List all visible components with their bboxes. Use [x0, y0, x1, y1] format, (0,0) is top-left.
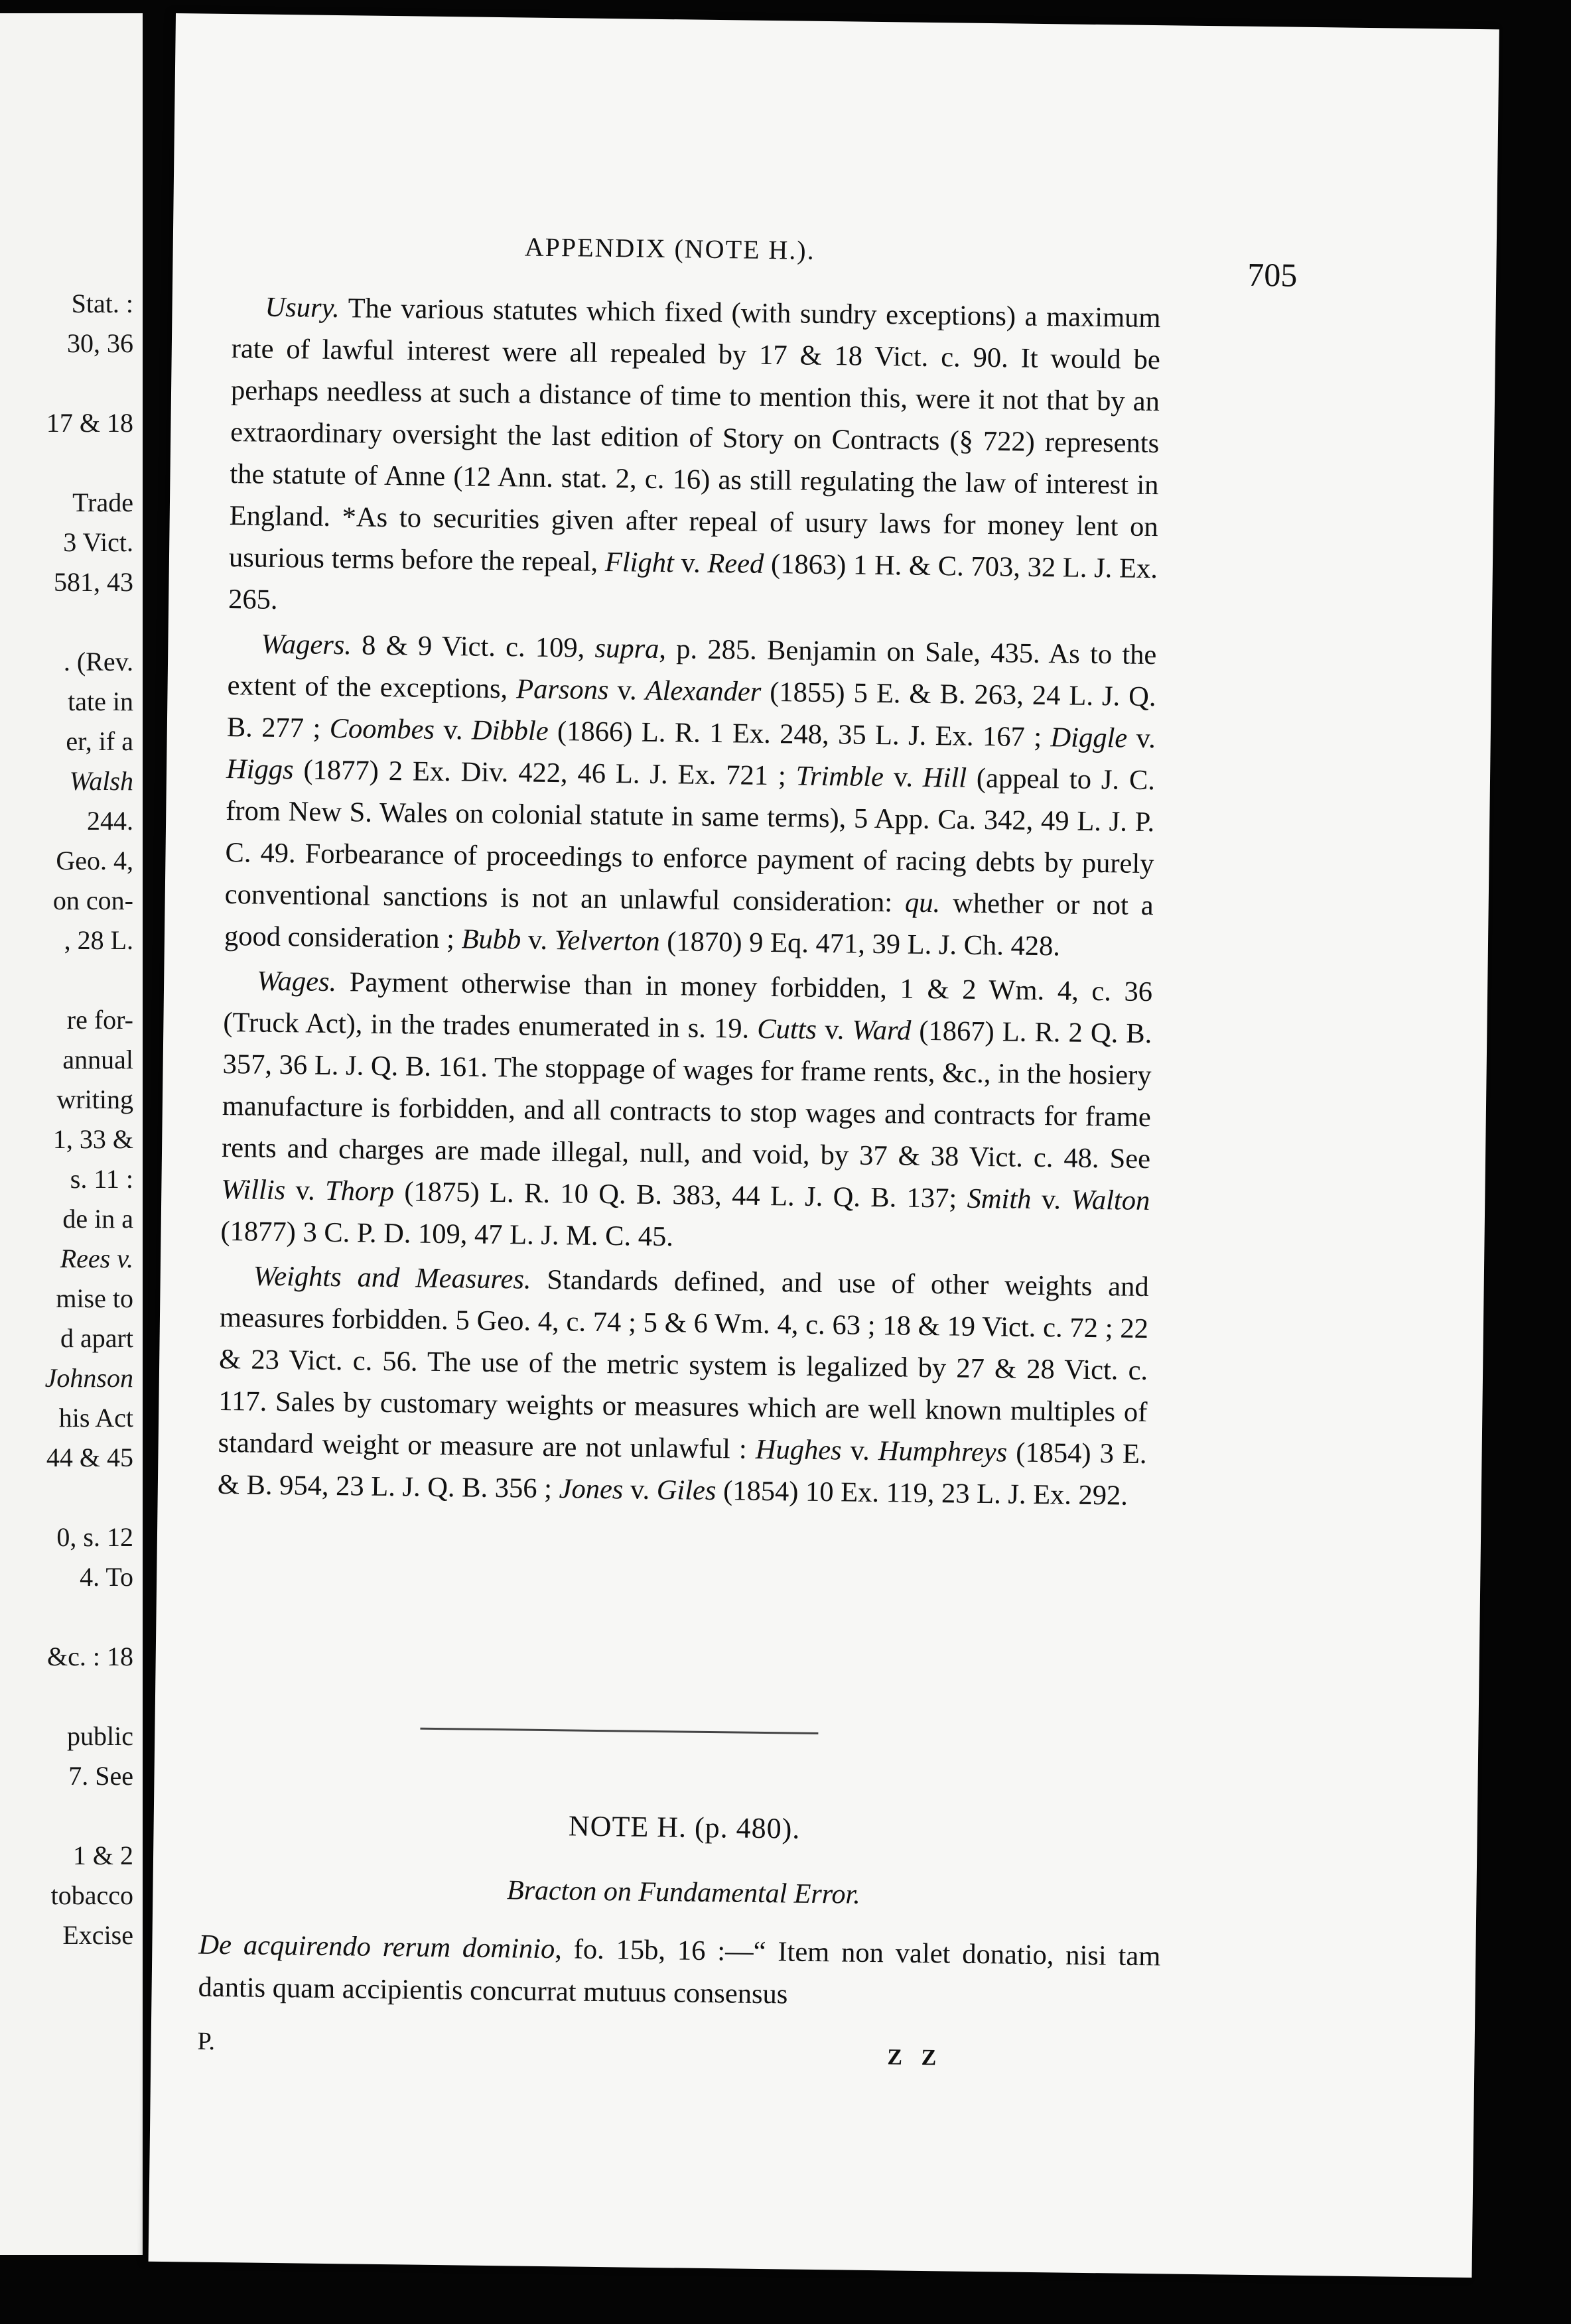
left-page-line: on con-: [52, 885, 133, 915]
left-page-line: tobacco: [50, 1880, 133, 1910]
left-page-line: Geo. 4,: [56, 846, 133, 875]
case-name: Alexander: [645, 675, 762, 708]
previous-page-fragment: [0, 13, 143, 2255]
case-name: Parsons: [515, 673, 609, 706]
versus: v.: [883, 761, 923, 793]
left-page-line: his Act: [58, 1403, 133, 1433]
left-page-line: 581, 43: [54, 567, 133, 597]
section-divider: [420, 1728, 818, 1734]
paragraph-text: (1867) L. R. 2 Q. B. 357, 36 L. J. Q. B. 161. The stoppage of wages for frame rents, &c., in the hosiery manufacture is forbidden, and all contracts to stop wages and contracts for frame rents and charges are made illegal, null, and void, by 37 & 38 Vict. c. 48. See: [221, 1015, 1152, 1175]
case-name: Jones: [559, 1473, 624, 1506]
appendix-body: [217, 286, 1160, 1519]
case-name: Smith: [967, 1183, 1032, 1215]
paragraph-heading: Wages.: [256, 965, 337, 998]
versus: v.: [521, 924, 555, 956]
left-page-line: Stat. :: [71, 289, 133, 318]
citation: (1866) L. R. 1 Ex. 248, 35 L. J. Ex. 167 ;: [548, 715, 1051, 753]
case-name: Willis: [221, 1173, 286, 1206]
versus: v.: [1031, 1183, 1071, 1216]
supra: supra: [594, 632, 659, 665]
left-page-line: 0, s. 12: [56, 1522, 133, 1552]
case-name: Dibble: [471, 714, 549, 747]
versus: v.: [841, 1435, 879, 1467]
left-page-line: tate in: [68, 686, 133, 716]
citation: (1877) 3 C. P. D. 109, 47 L. J. M. C. 45.: [220, 1215, 674, 1253]
left-page-line: er, if a: [66, 726, 133, 756]
case-name: Bubb: [461, 923, 521, 956]
case-name: Higgs: [226, 753, 294, 786]
paragraph-text: Standards defined, and use of other weights and measures forbidden. 5 Geo. 4, c. 74 ; 5 & 6 Wm. 4, c. 63 ; 18 & 19 Vict. c. 72 ; 22 & 23 Vict. c. 56. The use of the metric system is legalized by 27 & 28 Vict. c. 117. Sales by customary weights or measures which are well known multiples of standard weight or measure are not unlawful :: [218, 1263, 1149, 1465]
versus: v.: [673, 547, 708, 579]
left-page-line: &c. : 18: [47, 1642, 133, 1671]
paragraph-usury: [228, 286, 1161, 631]
case-name: Hill: [922, 761, 967, 794]
left-page-line: 1, 33 &: [52, 1124, 133, 1154]
case-name: Coombes: [329, 712, 435, 745]
left-page-line: 4. To: [80, 1562, 133, 1592]
paragraph-heading: Wagers.: [261, 628, 352, 661]
left-page-line: Excise: [62, 1920, 133, 1950]
left-page-line: 1 & 2: [72, 1840, 133, 1870]
note-heading: NOTE H. (p. 480).: [568, 1809, 801, 1845]
citation: (1854) 10 Ex. 119, 23 L. J. Ex. 292.: [716, 1475, 1128, 1512]
left-page-line: d apart: [60, 1323, 133, 1353]
paragraph-text: Payment otherwise than in money forbidden, 1 & 2 Wm. 4, c. 36 (Truck Act), in the trades enumerated in s. 19.: [223, 966, 1153, 1045]
versus: v.: [816, 1013, 853, 1046]
case-name: Thorp: [324, 1175, 395, 1208]
citation: (1854) 3 E. & B. 954, 23 L. J. Q. B. 356 ;: [217, 1437, 1147, 1505]
paragraph-wagers: [224, 623, 1157, 968]
left-page-line: Walsh: [69, 766, 133, 796]
signature-mark: P.: [197, 2027, 216, 2055]
case-name: Diggle: [1050, 722, 1128, 754]
left-page-line: s. 11 :: [70, 1164, 133, 1194]
left-page-line: 44 & 45: [46, 1443, 133, 1472]
citation: (1877) 2 Ex. Div. 422, 46 L. J. Ex. 721 ;: [293, 754, 796, 792]
case-name: Trimble: [795, 760, 884, 793]
left-page-line: 30, 36: [67, 328, 133, 358]
case-name: Cutts: [756, 1013, 817, 1045]
paragraph-heading: Usury.: [265, 291, 340, 324]
left-page-line: public: [67, 1721, 133, 1751]
case-name: Giles: [656, 1474, 717, 1507]
left-page-line: writing: [56, 1084, 133, 1114]
left-page-line: annual: [62, 1045, 133, 1074]
left-page-line: 7. See: [68, 1761, 133, 1791]
paragraph-heading: Weights and Measures.: [253, 1260, 531, 1295]
paragraph-wages: [220, 960, 1152, 1263]
note-paragraph: [198, 1924, 1160, 2021]
versus: v.: [285, 1175, 326, 1206]
citation: (1855) 5 E. & B. 263, 24 L. J. Q. B. 277 ;: [226, 676, 1156, 744]
citation: (1870) 9 Eq. 471, 39 L. J. Ch. 428.: [659, 926, 1061, 962]
case-name: Reed: [707, 547, 764, 580]
versus: v.: [623, 1474, 657, 1506]
paragraph-text: (appeal to J. C. from New S. Wales on colonial statute in same terms), 5 App. Ca. 342, 49 L. J. P. C. 49. Forbearance of proceedings to enforce payment of racing debts by purely conventional sanctions is not an unlawful consideration:: [224, 762, 1156, 919]
paragraph-text: , p. 285. Benjamin on Sale, 435. As to the extent of the exceptions,: [227, 633, 1157, 705]
case-name: Ward: [852, 1014, 912, 1047]
case-name: Humphreys: [878, 1435, 1008, 1468]
paragraph-text: whether or not a good consideration ;: [224, 887, 1154, 955]
book-page: [149, 13, 1499, 2278]
left-page-line: 17 & 18: [46, 408, 133, 438]
left-page-line: Johnson: [44, 1363, 133, 1393]
signature-mark-zz: Z Z: [887, 2045, 943, 2071]
versus: v.: [608, 675, 646, 706]
left-page-line: . (Rev.: [63, 647, 133, 677]
left-page-line: mise to: [56, 1283, 133, 1313]
citation: (1863) 1 H. & C. 703, 32 L. J. Ex. 265.: [228, 548, 1158, 615]
paragraph-text: The various statutes which fixed (with sundry exceptions) a maximum rate of lawful interest were all repealed by 17 & 18 Vict. c. 90. It would be perhaps needless at such a distance of time to mention this, were it not that by an extraordinary oversight the last edition of Story on Contracts (§ 722) represents the statute of Anne (12 Ann. stat. 2, c. 16) as still regulating the law of interest in England. *As to securities given after repeal of usury laws for money lent on usurious terms before the repeal,: [228, 292, 1161, 578]
running-header: APPENDIX (NOTE H.).: [524, 231, 815, 265]
page-number: 705: [1247, 255, 1298, 294]
paragraph-text: 8 & 9 Vict. c. 109,: [351, 629, 595, 664]
left-page-line: Rees v.: [60, 1244, 133, 1273]
note-subheading: Bracton on Fundamental Error.: [506, 1875, 861, 1910]
left-page-line: 244.: [87, 806, 133, 836]
note-text: , fo. 15b, 16 :—“ Item non valet donatio, nisi tam dantis quam accipientis concurrat mutuus consensus: [198, 1933, 1161, 2010]
case-name: Walton: [1071, 1184, 1150, 1217]
left-page-line: re for-: [66, 1005, 133, 1035]
case-name: Hughes: [755, 1433, 842, 1466]
case-name: Yelverton: [554, 925, 660, 958]
note-body: [198, 1924, 1160, 2021]
note-source: De acquirendo rerum dominio: [198, 1929, 555, 1965]
query: qu.: [904, 887, 941, 919]
paragraph-weights-and-measures: [218, 1255, 1150, 1517]
versus: v.: [1127, 722, 1156, 755]
left-page-line: , 28 L.: [64, 925, 133, 955]
citation: (1875) L. R. 10 Q. B. 383, 44 L. J. Q. B. 137;: [393, 1176, 967, 1214]
versus: v.: [434, 714, 472, 746]
left-page-line: Trade: [72, 487, 133, 517]
case-name: Flight: [604, 546, 675, 579]
left-page-line: de in a: [62, 1204, 133, 1234]
left-page-line: 3 Vict.: [63, 527, 133, 557]
